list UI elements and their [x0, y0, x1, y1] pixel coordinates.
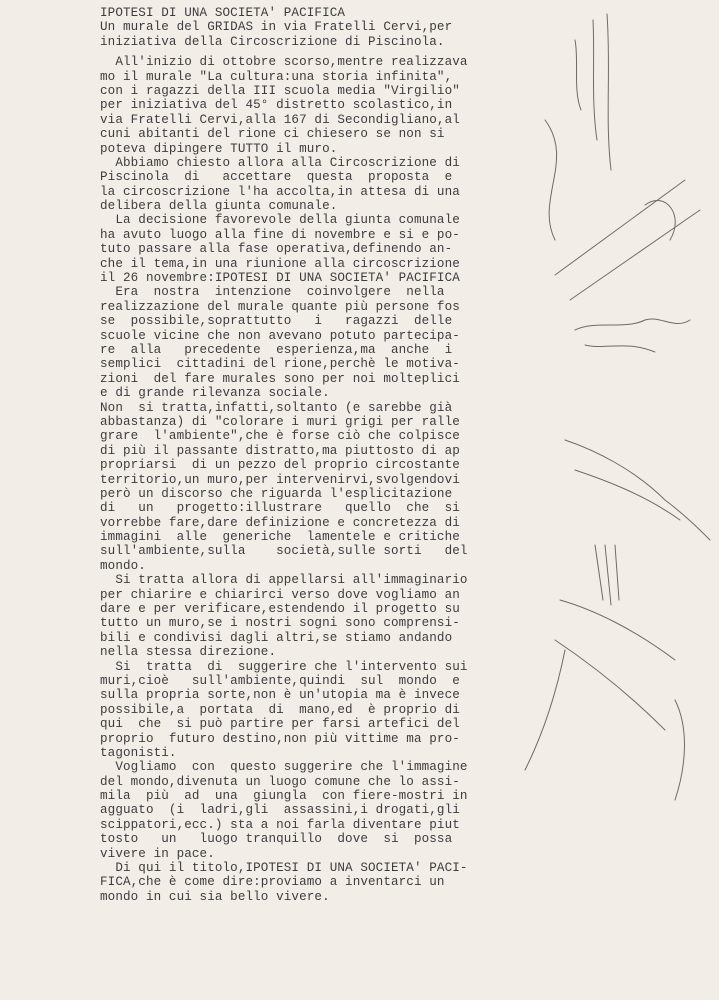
text-line: però un discorso che riguarda l'esplicitazione [100, 486, 453, 501]
text-line: Vogliamo con questo suggerire che l'immagine [100, 760, 468, 775]
sketch-stroke [595, 545, 619, 605]
sketch-stroke [575, 470, 680, 520]
text-line: zioni del fare murales sono per noi molteplici [100, 371, 460, 386]
text-line: mondo in cui sia bello vivere. [100, 889, 330, 904]
text-line: La decisione favorevole della giunta comunale [100, 213, 460, 228]
text-line: Non si tratta,infatti,soltanto (e sarebbe già [100, 400, 453, 415]
bleed-through-sketch [515, 0, 719, 1000]
text-line: qui che si può partire per farsi artefici del [100, 717, 460, 732]
sketch-stroke [585, 345, 655, 352]
text-line: Di qui il titolo,IPOTESI DI UNA SOCIETA' PACI- [100, 861, 468, 876]
text-line: nella stessa direzione. [100, 645, 277, 660]
header-block [100, 6, 525, 49]
text-line: delibera della giunta comunale. [100, 199, 338, 214]
sketch-stroke [525, 650, 565, 770]
text-line: di più il passante distratto,ma piuttosto di ap [100, 443, 460, 458]
sketch-stroke [555, 640, 665, 730]
sketch-stroke [570, 210, 700, 300]
text-line: tutto un muro,se i nostri sogni sono comprensi- [100, 616, 460, 631]
text-line: sull'ambiente,sulla società,sulle sorti del [100, 544, 468, 559]
text-line: tagonisti. [100, 745, 177, 760]
text-line: con i ragazzi della III scuola media "Virgilio" [100, 83, 460, 98]
text-line: per iniziativa del 45° distretto scolastico,in [100, 98, 453, 113]
text-line: di un progetto:illustrare quello che si [100, 501, 460, 516]
text-line: abbastanza) di "colorare i muri grigi per ralle [100, 414, 460, 429]
text-line: via Fratelli Cervi,alla 167 di Secondigliano,al [100, 112, 460, 127]
text-line: sulla propria sorte,non è un'utopia ma è invece [100, 688, 460, 703]
sketch-stroke [555, 180, 685, 275]
text-line: possibile,a portata di mano,ed è proprio di [100, 702, 460, 717]
doc-subtitle-line: Un murale del GRIDAS in via Fratelli Cervi,per [100, 20, 453, 35]
doc-title: IPOTESI DI UNA SOCIETA' PACIFICA [100, 6, 346, 20]
paragraph [100, 861, 525, 904]
text-line: realizzazione del murale quante più persone fos [100, 299, 460, 314]
text-line: cuni abitanti del rione ci chiesero se non si [100, 127, 445, 142]
sketch-stroke [560, 600, 675, 660]
text-line: Si tratta allora di appellarsi all'immaginario [100, 573, 468, 588]
paragraph [100, 55, 525, 156]
sketch-stroke [575, 319, 690, 330]
sketch-stroke [607, 14, 611, 170]
text-line: proprio futuro destino,non più vittime ma pro- [100, 731, 460, 746]
text-line: tosto un luogo tranquillo dove si possa [100, 832, 453, 847]
text-line: FICA,che è come dire:proviamo a inventarci un [100, 875, 445, 890]
text-line: mondo. [100, 558, 146, 573]
text-line: il 26 novembre:IPOTESI DI UNA SOCIETA' PACIFICA [100, 271, 460, 286]
text-line: Piscinola di accettare questa proposta e [100, 170, 453, 185]
text-line: Abbiamo chiesto allora alla Circoscrizione di [100, 155, 460, 170]
text-line: vorrebbe fare,dare definizione e concretezza di [100, 515, 460, 530]
paragraph [100, 401, 525, 574]
text-line: Era nostra intenzione coinvolgere nella [100, 285, 445, 300]
sketch-stroke [593, 20, 597, 140]
text-line: propriarsi di un pezzo del proprio circostante [100, 458, 460, 473]
doc-subtitle-line: iniziativa della Circoscrizione di Piscinola. [100, 34, 445, 49]
text-line: immagini alle generiche lamentele e critiche [100, 530, 460, 545]
text-line: scuole vicine che non avevano potuto partecipa- [100, 328, 460, 343]
text-line: la circoscrizione l'ha accolta,in attesa di una [100, 184, 460, 199]
text-line: semplici cittadini del rione,perchè le motiva- [100, 357, 460, 372]
typed-text [100, 6, 525, 904]
paragraph [100, 213, 525, 400]
text-line: mo il murale "La cultura:una storia infinita", [100, 69, 453, 84]
sketch-stroke [675, 700, 684, 800]
text-line: mila più ad una giungla con fiere-mostri in [100, 789, 468, 804]
text-line: agguato (i ladri,gli assassini,i drogati,gli [100, 803, 460, 818]
text-line: che il tema,in una riunione alla circoscrizione [100, 256, 460, 271]
sketch-stroke [565, 440, 710, 540]
sketch-stroke [575, 40, 581, 110]
text-line: vivere in pace. [100, 846, 215, 861]
text-line: All'inizio di ottobre scorso,mentre realizzava [100, 55, 468, 70]
paragraph [100, 156, 525, 214]
text-line: muri,cioè sull'ambiente,quindi sul mondo e [100, 673, 460, 688]
text-line: se possibile,soprattutto i ragazzi delle [100, 314, 453, 329]
text-line: poteva dipingere TUTTO il muro. [100, 141, 338, 156]
text-line: del mondo,divenuta un luogo comune che lo assi- [100, 774, 460, 789]
text-line: dare e per verificare,estendendo il progetto su [100, 602, 460, 617]
text-line: scippatori,ecc.) sta a noi farla diventare piut [100, 817, 460, 832]
paragraph [100, 760, 525, 861]
text-line: bili e condivisi dagli altri,se stiamo andando [100, 630, 453, 645]
text-line: Si tratta di suggerire che l'intervento sui [100, 659, 468, 674]
paragraph [100, 573, 525, 659]
text-line: re alla precedente esperienza,ma anche i [100, 342, 453, 357]
paragraph [100, 660, 525, 761]
text-line: per chiarire e chiarirci verso dove vogliamo an [100, 587, 460, 602]
text-line: e di grande rilevanza sociale. [100, 386, 330, 401]
text-line: ha avuto luogo alla fine di novembre e si e po- [100, 227, 460, 242]
text-line: territorio,un muro,per intervenirvi,svolgendovi [100, 472, 460, 487]
text-line: grare l'ambiente",che è forse ciò che colpisce [100, 429, 460, 444]
text-line: tuto passare alla fase operativa,definendo an- [100, 242, 453, 257]
sketch-stroke [545, 120, 557, 240]
